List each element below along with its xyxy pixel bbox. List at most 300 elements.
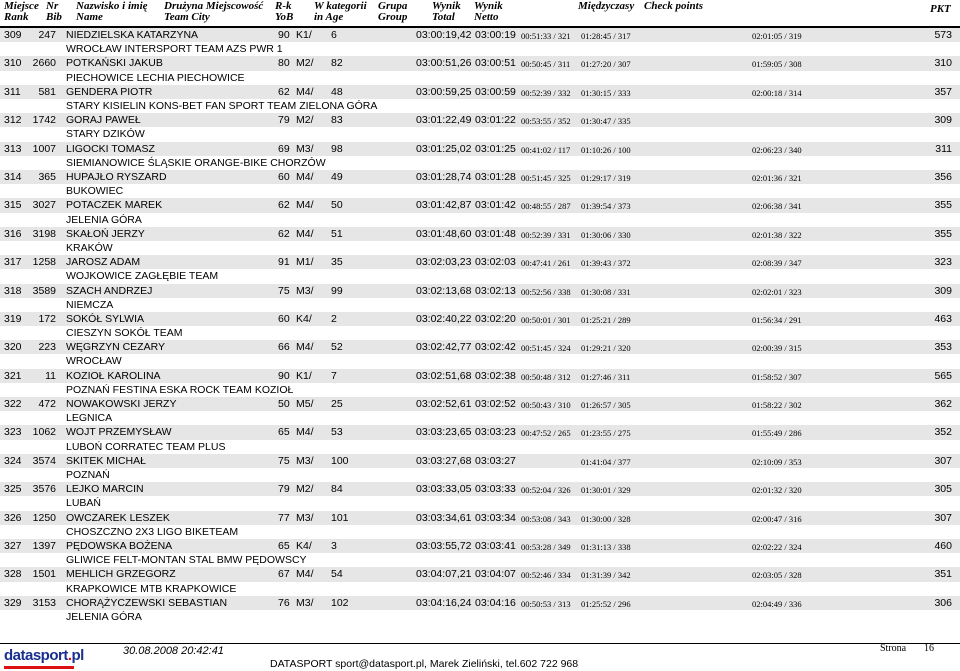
cell-s2: 01:31:39 / 342 [581,570,631,581]
cell-yob: 79 [278,483,290,496]
cell-name: GORAJ PAWEŁ [66,114,141,127]
table-row [0,511,960,539]
cell-place: 326 [4,511,22,524]
cell-bib: 172 [38,312,56,325]
cell-netto: 03:01:28 [475,170,516,183]
cell-cat: K1/ [296,369,312,382]
table-row [0,198,960,226]
cell-bib: 2660 [32,57,56,70]
row-team-line [0,184,960,198]
cell-name: LIGOCKI TOMASZ [66,142,155,155]
cell-netto: 03:01:25 [475,142,516,155]
cell-team: POZNAŃ FESTINA ESKA ROCK TEAM KOZIOŁ [66,383,294,396]
cell-place: 313 [4,142,22,155]
row-main-line [0,397,960,411]
cell-s2: 01:30:00 / 328 [581,513,631,524]
header-netto [474,1,503,23]
cell-place: 322 [4,398,22,411]
header-group-label: Grupa [378,0,408,12]
cell-bib: 11 [45,369,56,382]
cell-s2: 01:39:43 / 372 [581,258,631,269]
cell-s2: 01:10:26 / 100 [581,144,631,155]
cell-s3: 02:06:38 / 341 [752,201,802,212]
cell-bib: 1397 [32,540,56,553]
row-team-line [0,411,960,425]
table-row [0,312,960,340]
cell-place: 314 [4,170,22,183]
cell-netto: 03:01:48 [475,227,516,240]
cell-team: LUBAŃ [66,497,102,510]
header-category-label-en: in Age [314,11,344,23]
header-place-label: Miejsce [4,0,39,12]
cell-age: 51 [331,227,343,240]
cell-s2: 01:30:08 / 331 [581,286,631,297]
cell-team: BUKOWIEC [66,185,124,198]
header-netto-label: Wynik [474,0,503,12]
cell-s1: 00:51:45 / 325 [521,172,571,183]
cell-s3: 02:02:01 / 323 [752,286,802,297]
cell-netto: 03:03:41 [475,540,516,553]
cell-place: 327 [4,540,22,553]
cell-cat: M3/ [296,454,314,467]
cell-total: 03:02:52,61 [416,398,472,411]
cell-s1: 00:50:43 / 310 [521,400,571,411]
table-row [0,369,960,397]
row-team-line [0,42,960,56]
cell-netto: 03:01:42 [475,199,516,212]
cell-s2: 01:26:57 / 305 [581,400,631,411]
header-place [4,1,39,23]
header-netto-label-en: Netto [474,11,499,23]
cell-bib: 3153 [32,596,56,609]
cell-yob: 80 [278,57,290,70]
cell-bib: 1250 [32,511,56,524]
cell-age: 102 [331,596,349,609]
header-bib [46,1,62,23]
cell-team: CIESZYN SOKÓŁ TEAM [66,327,183,340]
cell-s3: 01:56:34 / 291 [752,314,802,325]
cell-s1: 00:51:45 / 324 [521,343,571,354]
row-main-line [0,312,960,326]
cell-s2: 01:30:47 / 335 [581,116,631,127]
cell-bib: 1062 [32,426,56,439]
row-team-line [0,326,960,340]
table-row [0,28,960,56]
cell-age: 2 [331,312,337,325]
cell-yob: 50 [278,398,290,411]
cell-place: 311 [4,85,21,98]
cell-s3: 02:06:23 / 340 [752,144,802,155]
cell-netto: 03:02:42 [475,341,516,354]
header-total [432,1,461,23]
header-points [930,4,951,15]
cell-s3: 02:04:49 / 336 [752,598,802,609]
row-team-line [0,383,960,397]
cell-s2: 01:27:20 / 307 [581,59,631,70]
row-main-line [0,596,960,610]
cell-netto: 03:02:38 [475,369,516,382]
table-row [0,567,960,595]
cell-name: POTKAŃSKI JAKUB [66,57,163,70]
cell-age: 6 [331,29,337,41]
row-team-line [0,496,960,510]
row-team-line [0,440,960,454]
cell-pkt: 309 [934,284,952,297]
cell-netto: 03:02:52 [475,398,516,411]
header-checkpoints [644,1,703,12]
cell-name: LEJKO MARCIN [66,483,144,496]
row-main-line [0,198,960,212]
cell-s1: 00:52:39 / 331 [521,229,571,240]
cell-age: 83 [331,114,343,127]
cell-yob: 91 [278,256,290,269]
cell-yob: 75 [278,284,290,297]
cell-cat: M3/ [296,511,314,524]
row-team-line [0,241,960,255]
cell-s2: 01:30:15 / 333 [581,87,631,98]
cell-pkt: 353 [934,341,952,354]
cell-s2: 01:29:17 / 319 [581,172,631,183]
cell-yob: 62 [278,85,290,98]
cell-s2: 01:23:55 / 275 [581,428,631,439]
cell-pkt: 356 [934,170,952,183]
table-row [0,85,960,113]
cell-age: 84 [331,483,343,496]
cell-yob: 62 [278,199,290,212]
cell-total: 03:03:27,68 [416,454,472,467]
cell-bib: 247 [38,29,56,41]
cell-team: WOJKOWICE ZAGŁĘBIE TEAM [66,270,219,283]
cell-yob: 76 [278,596,290,609]
cell-team: LEGNICA [66,412,113,425]
print-date: 30.08.2008 20:42:41 [123,645,224,657]
cell-netto: 03:02:03 [475,256,516,269]
header-splits-label: Międzyczasy [578,0,635,12]
cell-yob: 65 [278,540,290,553]
cell-s1: 00:41:02 / 117 [521,144,571,155]
cell-total: 03:02:51,68 [416,369,472,382]
cell-name: JAROSZ ADAM [66,256,141,269]
cell-s1: 00:53:55 / 352 [521,116,571,127]
row-main-line [0,340,960,354]
cell-total: 03:03:34,61 [416,511,472,524]
cell-s3: 02:00:18 / 314 [752,87,802,98]
cell-pkt: 565 [934,369,952,382]
row-team-line [0,213,960,227]
header-splits [578,1,634,12]
row-main-line [0,227,960,241]
cell-age: 50 [331,199,343,212]
row-main-line [0,454,960,468]
results-table [0,28,960,624]
row-main-line [0,511,960,525]
cell-team: PIECHOWICE LECHIA PIECHOWICE [66,71,245,84]
table-header [0,0,960,26]
cell-total: 03:02:40,22 [416,312,472,325]
cell-total: 03:01:28,74 [416,170,472,183]
cell-s3: 02:08:39 / 347 [752,258,802,269]
cell-netto: 03:03:27 [475,454,516,467]
cell-place: 309 [4,29,22,41]
cell-s1: 00:52:46 / 334 [521,570,571,581]
cell-age: 100 [331,454,349,467]
cell-pkt: 309 [934,114,952,127]
cell-s2: 01:39:54 / 373 [581,201,631,212]
cell-s2: 01:30:06 / 330 [581,229,631,240]
cell-cat: M3/ [296,284,314,297]
cell-pkt: 355 [934,227,952,240]
cell-cat: M5/ [296,398,314,411]
cell-place: 321 [4,369,22,382]
cell-bib: 3576 [32,483,56,496]
cell-netto: 03:00:59 [475,85,516,98]
cell-age: 48 [331,85,343,98]
cell-cat: M4/ [296,227,314,240]
cell-yob: 69 [278,142,290,155]
cell-s1: 00:50:53 / 313 [521,598,571,609]
row-team-line [0,269,960,283]
cell-bib: 581 [38,85,56,98]
cell-s1: 00:50:45 / 311 [521,59,571,70]
cell-s1: 00:53:08 / 343 [521,513,571,524]
page-number: 16 [924,643,934,654]
cell-place: 329 [4,596,22,609]
cell-s2: 01:27:46 / 311 [581,371,631,382]
cell-pkt: 305 [934,483,952,496]
cell-age: 82 [331,57,343,70]
page-label: Strona [880,643,907,654]
cell-yob: 90 [278,369,290,382]
cell-place: 316 [4,227,22,240]
logo-tld: pl [71,647,84,664]
cell-team: CHOSZCZNO 2X3 LIGO BIKETEAM [66,525,239,538]
cell-total: 03:03:55,72 [416,540,472,553]
cell-cat: M2/ [296,483,314,496]
header-total-label-en: Total [432,11,455,23]
header-place-label-en: Rank [4,11,29,23]
cell-name: CHORĄŻYCZEWSKI SEBASTIAN [66,596,228,609]
table-row [0,142,960,170]
row-main-line [0,56,960,70]
cell-s3: 01:59:05 / 308 [752,59,802,70]
cell-team: STARY DZIKÓW [66,128,145,141]
cell-total: 03:01:25,02 [416,142,472,155]
cell-cat: K4/ [296,540,312,553]
cell-netto: 03:03:34 [475,511,516,524]
cell-team: KRAKÓW [66,241,113,254]
cell-pkt: 307 [934,454,952,467]
cell-name: NIEDZIELSKA KATARZYNA [66,29,199,41]
cell-pkt: 463 [934,312,952,325]
header-group-label-en: Group [378,11,408,23]
cell-name: HUPAJŁO RYSZARD [66,170,167,183]
row-team-line [0,525,960,539]
cell-total: 03:00:19,42 [416,29,472,41]
cell-pkt: 352 [934,426,952,439]
cell-s1: 00:48:55 / 287 [521,201,571,212]
cell-cat: M2/ [296,57,314,70]
cell-pkt: 306 [934,596,952,609]
table-row [0,482,960,510]
table-row [0,227,960,255]
cell-netto: 03:03:23 [475,426,516,439]
cell-cat: M1/ [296,256,314,269]
cell-team: JELENIA GÓRA [66,611,142,623]
logo-dot: . [67,647,72,664]
row-team-line [0,468,960,482]
cell-cat: K1/ [296,29,312,41]
cell-name: MEHLICH GRZEGORZ [66,568,176,581]
cell-yob: 66 [278,341,290,354]
cell-netto: 03:04:07 [475,568,516,581]
row-main-line [0,142,960,156]
cell-place: 312 [4,114,22,127]
table-row [0,539,960,567]
cell-team: GLIWICE FELT-MONTAN STAL BMW PĘDOWSCY [66,554,307,567]
row-team-line [0,582,960,596]
cell-s1: 00:52:39 / 332 [521,87,571,98]
cell-bib: 3589 [32,284,56,297]
row-main-line [0,567,960,581]
cell-s1: 00:47:41 / 261 [521,258,571,269]
cell-bib: 1007 [32,142,56,155]
cell-age: 7 [331,369,337,382]
row-main-line [0,255,960,269]
row-team-line [0,610,960,624]
cell-pkt: 460 [934,540,952,553]
table-row [0,255,960,283]
header-yob-label-en: YoB [275,11,294,23]
cell-s3: 02:03:05 / 328 [752,570,802,581]
cell-place: 315 [4,199,22,212]
cell-total: 03:02:42,77 [416,341,472,354]
cell-name: SKAŁOŃ JERZY [66,227,145,240]
cell-cat: M3/ [296,596,314,609]
header-category [314,1,367,23]
cell-total: 03:02:13,68 [416,284,472,297]
cell-yob: 60 [278,170,290,183]
header-points-label: PKT [930,3,951,15]
row-main-line [0,85,960,99]
cell-s3: 02:00:47 / 316 [752,513,802,524]
cell-name: WOJT PRZEMYSŁAW [66,426,172,439]
row-team-line [0,71,960,85]
cell-place: 317 [4,256,22,269]
row-main-line [0,482,960,496]
cell-total: 03:01:22,49 [416,114,472,127]
row-main-line [0,113,960,127]
cell-s1: 00:50:01 / 301 [521,314,571,325]
header-name [76,1,148,23]
cell-s3: 02:00:39 / 315 [752,343,802,354]
cell-pkt: 362 [934,398,952,411]
cell-cat: M4/ [296,85,314,98]
cell-s3: 01:58:52 / 307 [752,371,802,382]
cell-yob: 60 [278,312,290,325]
cell-place: 328 [4,568,22,581]
cell-pkt: 573 [934,29,952,41]
cell-cat: M2/ [296,114,314,127]
cell-name: GENDERA PIOTR [66,85,153,98]
cell-age: 49 [331,170,343,183]
cell-netto: 03:04:16 [475,596,516,609]
cell-s2: 01:25:21 / 289 [581,314,631,325]
cell-cat: M3/ [296,142,314,155]
header-yob [275,1,293,23]
cell-place: 310 [4,57,22,70]
cell-s2: 01:41:04 / 377 [581,456,631,467]
table-row [0,56,960,84]
cell-team: WROCŁAW [66,355,122,368]
cell-name: SOKÓŁ SYLWIA [66,312,144,325]
row-team-line [0,298,960,312]
datasport-logo [4,647,84,667]
cell-cat: M4/ [296,426,314,439]
cell-team: STARY KISIELIN KONS-BET FAN SPORT TEAM ZIELONA GÓRA [66,99,378,112]
header-total-label: Wynik [432,0,461,12]
cell-s1: 00:52:04 / 326 [521,485,571,496]
cell-total: 03:04:07,21 [416,568,472,581]
cell-s3: 02:10:09 / 353 [752,456,802,467]
table-row [0,425,960,453]
row-main-line [0,28,960,42]
cell-bib: 3574 [32,454,56,467]
cell-total: 03:03:23,65 [416,426,472,439]
cell-netto: 03:01:22 [475,114,516,127]
cell-cat: M4/ [296,341,314,354]
cell-s1: 00:51:33 / 321 [521,31,571,41]
cell-age: 25 [331,398,343,411]
cell-netto: 03:02:13 [475,284,516,297]
header-checkpoints-label: Check points [644,0,703,12]
header-bib-label-en: Bib [46,11,62,23]
cell-name: WĘGRZYN CEZARY [66,341,165,354]
cell-pkt: 311 [935,142,952,155]
cell-team: LUBOŃ CORRATEC TEAM PLUS [66,440,226,453]
cell-place: 319 [4,312,22,325]
cell-age: 35 [331,256,343,269]
cell-s2: 01:29:21 / 320 [581,343,631,354]
cell-total: 03:02:03,23 [416,256,472,269]
cell-yob: 65 [278,426,290,439]
cell-s3: 02:01:32 / 320 [752,485,802,496]
cell-team: POZNAŃ [66,469,110,482]
cell-bib: 365 [38,170,56,183]
cell-cat: M4/ [296,199,314,212]
row-main-line [0,539,960,553]
cell-cat: M4/ [296,170,314,183]
cell-netto: 03:03:33 [475,483,516,496]
cell-name: NOWAKOWSKI JERZY [66,398,177,411]
header-bib-label: Nr [46,0,59,12]
cell-bib: 1742 [32,114,56,127]
header-team-label-en: Team City [164,11,210,23]
cell-bib: 1501 [32,568,56,581]
cell-pkt: 323 [934,256,952,269]
cell-netto: 03:00:51 [475,57,516,70]
cell-yob: 62 [278,227,290,240]
row-team-line [0,156,960,170]
cell-pkt: 357 [934,85,952,98]
cell-s2: 01:31:13 / 338 [581,542,631,553]
cell-total: 03:04:16,24 [416,596,472,609]
header-team-label: Drużyna Miejscowość [164,0,264,12]
header-name-label-en: Name [76,11,103,23]
cell-age: 52 [331,341,343,354]
cell-name: OWCZAREK LESZEK [66,511,170,524]
header-yob-label: R-k [275,0,292,12]
cell-s3: 02:01:36 / 321 [752,172,802,183]
